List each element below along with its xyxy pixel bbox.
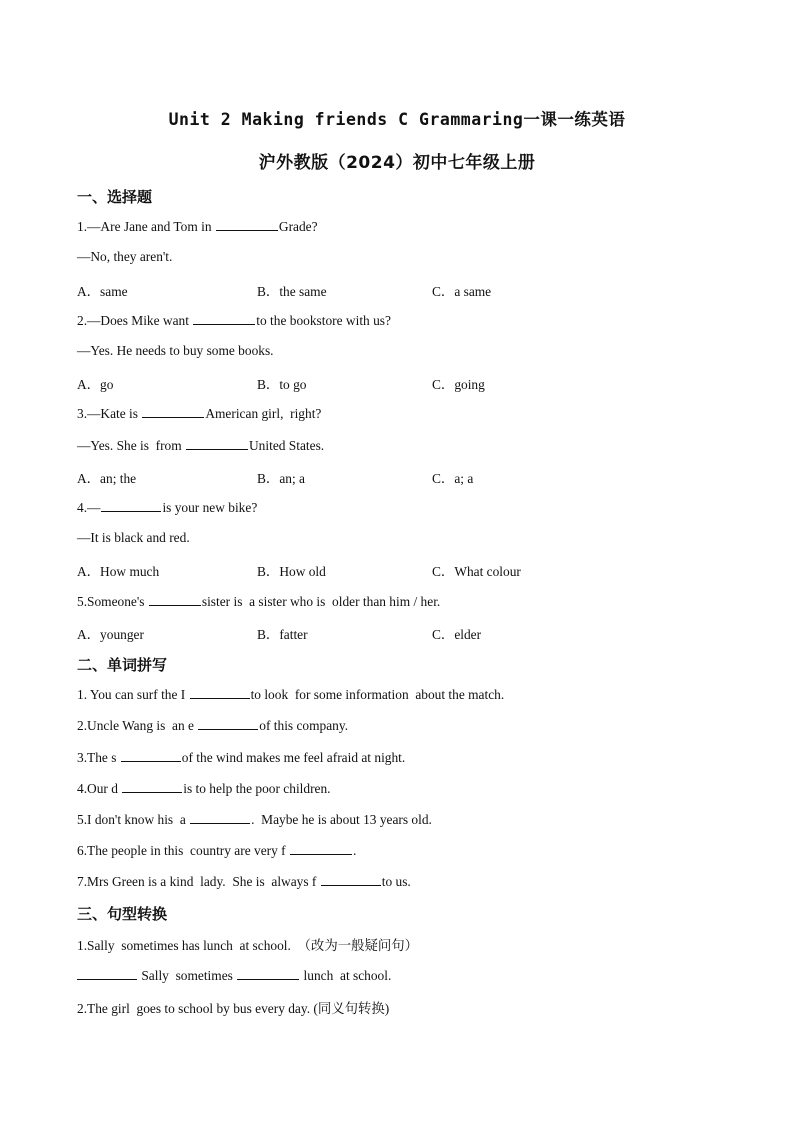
question-5: [77, 593, 440, 610]
question-2-stem-end: to the bookstore with us?: [256, 313, 391, 328]
spelling-item-3-end: of the wind makes me feel afraid at night.: [181, 750, 406, 765]
question-2-option-a: A．go: [77, 377, 114, 392]
spelling-item-5-start: 5.I don't know his a: [77, 812, 190, 827]
question-4-reply: —It is black and red.: [77, 530, 190, 545]
transformation-item-1-middle: Sally sometimes: [138, 968, 237, 983]
question-3-stem-end: American girl, right?: [205, 406, 322, 421]
question-1-option-c: C．a same: [432, 284, 492, 299]
answer-blank: [193, 312, 255, 325]
answer-blank: [77, 967, 137, 980]
spelling-item-3: [77, 749, 405, 766]
spelling-item-7-end: to us.: [381, 874, 411, 889]
spelling-item-2: [77, 717, 348, 734]
spelling-item-6: [77, 842, 356, 859]
question-1-stem-end: Grade?: [278, 219, 318, 234]
spelling-item-6-end: .: [352, 843, 357, 858]
question-3-option-c: C．a; a: [432, 471, 474, 486]
question-2-option-b: B．to go: [257, 377, 307, 392]
answer-blank: [190, 686, 250, 699]
spelling-item-4-end: is to help the poor children.: [183, 781, 331, 796]
question-3-option-a: A．an; the: [77, 471, 137, 486]
answer-blank: [122, 780, 182, 793]
spelling-item-2-end: of this company.: [259, 718, 349, 733]
worksheet-subtitle: 沪外教版（2024）初中七年级上册: [258, 153, 536, 173]
question-5-stem-end: sister is a sister who is older than him / her.: [201, 594, 441, 609]
answer-blank: [142, 405, 204, 418]
question-4-option-a: A．How much: [77, 564, 160, 579]
question-2-stem-start: 2.—Does Mike want: [77, 313, 193, 328]
transformation-item-1-answer: [77, 967, 391, 984]
answer-blank: [237, 967, 299, 980]
answer-blank: [216, 218, 278, 231]
question-4-stem-end: is your new bike?: [162, 500, 258, 515]
question-3-reply-end: United States.: [249, 438, 325, 453]
section-heading-word-spelling: 二、单词拼写: [77, 656, 168, 674]
question-3-reply-start: —Yes. She is from: [77, 438, 186, 453]
question-4-option-b: B．How old: [257, 564, 326, 579]
spelling-item-2-start: 2.Uncle Wang is an e: [77, 718, 198, 733]
question-3-option-b: B．an; a: [257, 471, 305, 486]
question-5-option-a: A．younger: [77, 627, 144, 642]
answer-blank: [290, 842, 352, 855]
question-1-stem-start: 1.—Are Jane and Tom in: [77, 219, 215, 234]
answer-blank: [101, 499, 161, 512]
question-5-option-c: C．elder: [432, 627, 482, 642]
spelling-item-5: [77, 811, 432, 828]
spelling-item-1-end: to look for some information about the match.: [250, 687, 505, 702]
answer-blank: [149, 593, 201, 606]
spelling-item-4-start: 4.Our d: [77, 781, 122, 796]
question-2-option-c: C．going: [432, 377, 485, 392]
section-heading-multiple-choice: 一、选择题: [77, 188, 153, 206]
question-5-option-b: B．fatter: [257, 627, 308, 642]
answer-blank: [321, 873, 381, 886]
question-1-reply: —No, they aren't.: [77, 249, 173, 264]
question-1: [77, 218, 318, 235]
question-5-stem-start: 5.Someone's: [77, 594, 148, 609]
answer-blank: [186, 437, 248, 450]
question-2: [77, 312, 391, 329]
spelling-item-4: [77, 780, 331, 797]
answer-blank: [198, 717, 258, 730]
spelling-item-1-start: 1. You can surf the I: [77, 687, 189, 702]
transformation-item-1-end: lunch at school.: [300, 968, 392, 983]
spelling-item-7-start: 7.Mrs Green is a kind lady. She is always f: [77, 874, 320, 889]
spelling-item-3-start: 3.The s: [77, 750, 120, 765]
spelling-item-1: [77, 686, 504, 703]
transformation-item-1: 1.Sally sometimes has lunch at school. （改为一般疑问句）: [77, 938, 419, 953]
section-heading-sentence-transformation: 三、句型转换: [77, 905, 168, 923]
question-3-stem-start: 3.—Kate is: [77, 406, 142, 421]
question-4-option-c: C．What colour: [432, 564, 521, 579]
answer-blank: [190, 811, 250, 824]
question-1-option-b: B．the same: [257, 284, 327, 299]
question-4: [77, 499, 257, 516]
question-1-option-a: A．same: [77, 284, 128, 299]
spelling-item-7: [77, 873, 411, 890]
worksheet-title: Unit 2 Making friends C Grammaring一课一练英语: [168, 110, 626, 129]
question-3: [77, 405, 321, 422]
spelling-item-5-end: . Maybe he is about 13 years old.: [251, 812, 432, 827]
question-4-stem-start: 4.—: [77, 500, 101, 515]
transformation-item-2: 2.The girl goes to school by bus every day. (同义句转换): [77, 1001, 390, 1016]
answer-blank: [121, 749, 181, 762]
question-2-reply: —Yes. He needs to buy some books.: [77, 343, 274, 358]
spelling-item-6-start: 6.The people in this country are very f: [77, 843, 289, 858]
question-3-reply: [77, 437, 324, 454]
